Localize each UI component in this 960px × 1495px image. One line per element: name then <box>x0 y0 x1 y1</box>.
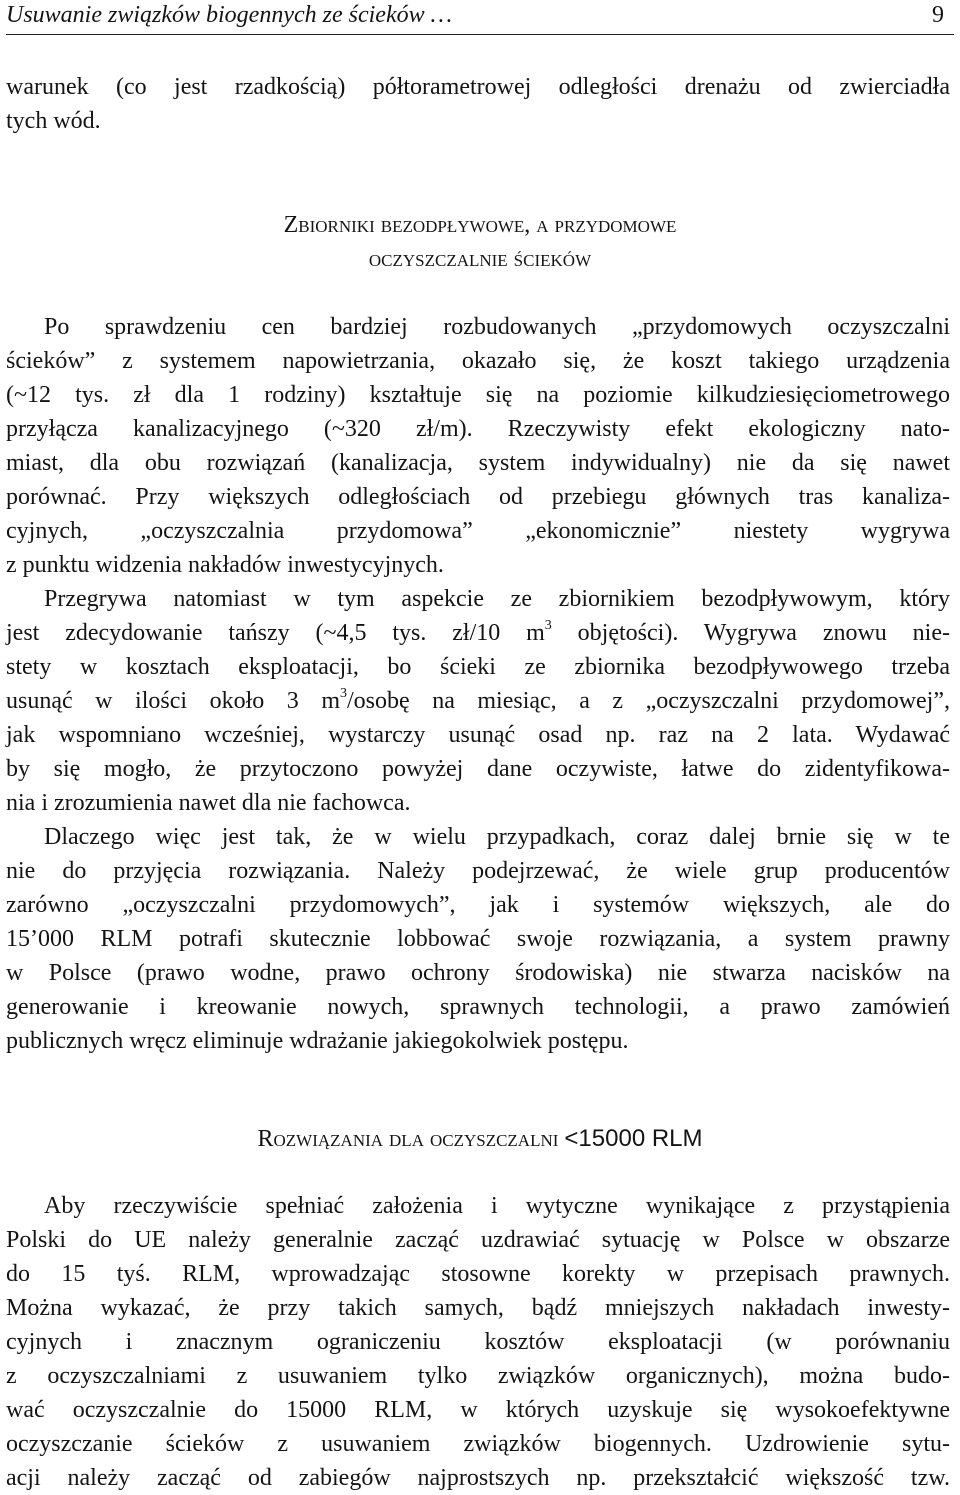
text-line: przyłącza kanalizacyjnego (~320 zł/m). Rzeczywisty efekt ekologiczny nato- <box>6 416 950 442</box>
text-run: /osobę na miesiąc, a z „oczyszczalni przydomowej”, <box>347 688 950 714</box>
text-line: stety w kosztach eksploatacji, bo ścieki ze zbiornika bezodpływowego trzeba <box>6 654 950 680</box>
text-line: generowanie i kreowanie nowych, sprawnych technologii, a prawo zamówień <box>6 994 950 1020</box>
text-line: Po sprawdzeniu cen bardziej rozbudowanych „przydomowych oczyszczalni <box>44 314 950 340</box>
superscript: 3 <box>544 618 552 633</box>
text-line <box>6 684 950 718</box>
text-line: 15’000 RLM potrafi skutecznie lobbować swoje rozwiązania, a system prawny <box>6 926 950 952</box>
text-line: nia i zrozumienia nawet dla nie fachowca. <box>6 790 411 816</box>
text-line: cyjnych, „oczyszczalnia przydomowa” „ekonomicznie” niestety wygrywa <box>6 518 950 544</box>
superscript: 3 <box>340 686 347 701</box>
text-run: objętości). Wygrywa znowu nie- <box>551 620 950 646</box>
text-line: Aby rzeczywiście spełniać założenia i wytyczne wynikające z przystąpienia <box>44 1193 950 1219</box>
text-line: ścieków” z systemem napowietrzania, okazało się, że koszt takiego urządzenia <box>6 348 950 374</box>
text-line: z punktu widzenia nakładów inwestycyjnych. <box>6 552 444 578</box>
text-line: wać oczyszczalnie do 15000 RLM, w których uzyskuje się wysokoefektywne <box>6 1397 950 1423</box>
text-line: miast, dla obu rozwiązań (kanalizacja, system indywidualny) nie da się nawet <box>6 450 950 476</box>
text-line: Polski do UE należy generalnie zacząć uzdrawiać sytuację w Polsce w obszarze <box>6 1227 950 1253</box>
running-title: Usuwanie związków biogennych ze ścieków … <box>6 2 452 28</box>
intro-paragraph <box>6 70 950 138</box>
text-line: Można wykazać, że przy takich samych, bądź mniejszych nakładach inwesty- <box>6 1295 950 1321</box>
text-line: nie do przyjęcia rozwiązania. Należy podejrzewać, że wiele grup producentów <box>6 858 950 884</box>
text-line: by się mogło, że przytoczono powyżej dane oczywiste, łatwe do zidentyfikowa- <box>6 756 950 782</box>
heading-rlm: <15000 RLM <box>564 1125 703 1152</box>
paragraph <box>6 1189 950 1495</box>
section-heading <box>0 1122 960 1156</box>
text-line: do 15 tyś. RLM, wprowadzając stosowne korekty w przepisach prawnych. <box>6 1261 950 1287</box>
text-line: porównać. Przy większych odległościach od przebiegu głównych tras kanaliza- <box>6 484 950 510</box>
text-line: Przegrywa natomiast w tym aspekcie ze zbiornikiem bezodpływowym, który <box>44 586 950 612</box>
text-run: usunąć w ilości około 3 m <box>6 688 340 714</box>
text-line: tych wód. <box>6 108 101 134</box>
text-line: warunek (co jest rzadkością) półtorametrowej odległości drenażu od zwierciadła <box>6 74 950 100</box>
paragraph <box>6 310 950 582</box>
text-line: zarówno „oczyszczalni przydomowych”, jak i systemów większych, ale do <box>6 892 950 918</box>
page-number: 9 <box>932 2 944 28</box>
paragraph <box>6 820 950 1058</box>
text-line <box>6 616 950 650</box>
text-line: cyjnych i znacznym ograniczeniu kosztów eksploatacji (w porównaniu <box>6 1329 950 1355</box>
text-line: Dlaczego więc jest tak, że w wielu przypadkach, coraz dalej brnie się w te <box>44 824 950 850</box>
text-line: (~12 tys. zł dla 1 rodziny) kształtuje się na poziomie kilkudziesięciometrowego <box>6 382 950 408</box>
section-heading-line: oczyszczalnie ścieków <box>368 246 592 272</box>
paragraph <box>6 582 950 820</box>
text-line: publicznych wręcz eliminuje wdrażanie jakiegokolwiek postępu. <box>6 1028 629 1054</box>
text-run: jest zdecydowanie tańszy (~4,5 tys. zł/10 m <box>6 620 545 646</box>
text-line: w Polsce (prawo wodne, prawo ochrony środowiska) nie stwarza nacisków na <box>6 960 950 986</box>
text-line: jak wspomniano wcześniej, wystarczy usunąć osad np. raz na 2 lata. Wydawać <box>6 722 950 748</box>
text-line: z oczyszczalniami z usuwaniem tylko związków organicznych), można budo- <box>6 1363 950 1389</box>
text-line: acji należy zacząć od zabiegów najprostszych np. przekształcić większość tzw. <box>6 1465 950 1491</box>
text-line: oczyszczanie ścieków z usuwaniem związków biogennych. Uzdrowienie sytu- <box>6 1431 950 1457</box>
section-heading-line: Zbiorniki bezodpływowe, a przydomowe <box>283 212 677 238</box>
running-header <box>6 0 954 35</box>
heading-text: Rozwiązania dla oczyszczalni <box>257 1126 565 1152</box>
